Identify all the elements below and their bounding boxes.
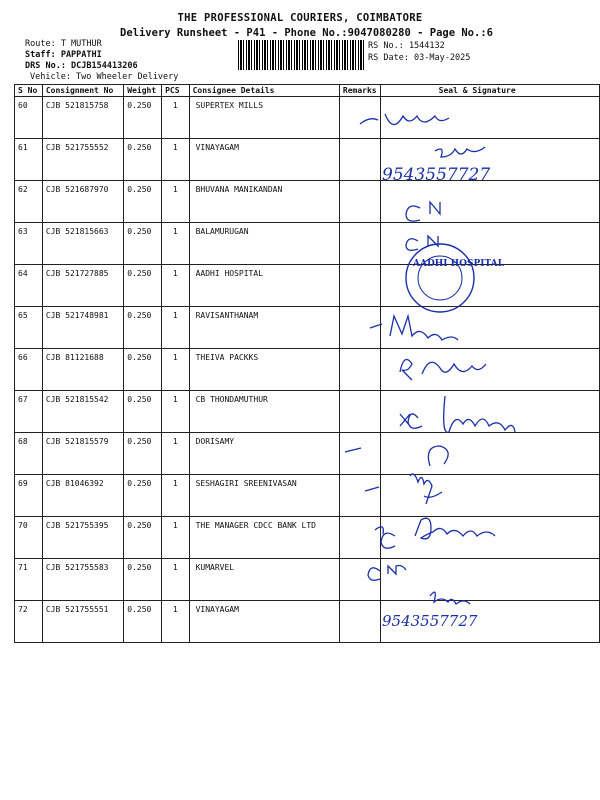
serial-number-cell: 63 — [15, 223, 43, 265]
consignment-number-cell: CJB 521755552 — [42, 139, 123, 181]
table-row — [15, 265, 600, 307]
remarks-cell — [339, 97, 380, 139]
consignment-number-cell: CJB 521687970 — [42, 181, 123, 223]
signature-cell — [380, 139, 599, 181]
weight-cell: 0.250 — [124, 139, 162, 181]
serial-number-cell: 61 — [15, 139, 43, 181]
table-row — [15, 223, 600, 265]
table-row — [15, 97, 600, 139]
serial-number-cell: 68 — [15, 433, 43, 475]
pieces-cell: 1 — [162, 601, 189, 643]
weight-cell: 0.250 — [124, 97, 162, 139]
consignee-cell: BALAMURUGAN — [189, 223, 339, 265]
remarks-cell — [339, 475, 380, 517]
weight-cell: 0.250 — [124, 517, 162, 559]
weight-cell: 0.250 — [124, 265, 162, 307]
weight-cell: 0.250 — [124, 391, 162, 433]
pieces-cell: 1 — [162, 559, 189, 601]
consignment-number-cell: CJB 521815663 — [42, 223, 123, 265]
consignment-number-cell: CJB 81046392 — [42, 475, 123, 517]
runsheet-table — [14, 84, 600, 643]
barcode-image — [238, 40, 366, 70]
serial-number-cell: 60 — [15, 97, 43, 139]
consignee-cell: BHUVANA MANIKANDAN — [189, 181, 339, 223]
table-header-row — [15, 85, 600, 97]
pieces-cell: 1 — [162, 223, 189, 265]
serial-number-cell: 64 — [15, 265, 43, 307]
weight-cell: 0.250 — [124, 475, 162, 517]
consignment-number-cell: CJB 521815758 — [42, 97, 123, 139]
remarks-cell — [339, 181, 380, 223]
table-row — [15, 433, 600, 475]
consignee-cell: CB THONDAMUTHUR — [189, 391, 339, 433]
remarks-cell — [339, 601, 380, 643]
consignee-cell: VINAYAGAM — [189, 139, 339, 181]
weight-cell: 0.250 — [124, 433, 162, 475]
remarks-cell — [339, 391, 380, 433]
consignment-number-cell: CJB 521748981 — [42, 307, 123, 349]
pieces-cell: 1 — [162, 433, 189, 475]
signature-cell — [380, 265, 599, 307]
consignment-number-cell: CJB 521755551 — [42, 601, 123, 643]
remarks-cell — [339, 517, 380, 559]
handwritten-phone: 9543557727 — [382, 165, 491, 185]
consignment-number-cell: CJB 521755395 — [42, 517, 123, 559]
column-header: Consignee Details — [189, 85, 339, 97]
table-row — [15, 307, 600, 349]
pieces-cell: 1 — [162, 181, 189, 223]
pieces-cell: 1 — [162, 517, 189, 559]
column-header: Weight — [124, 85, 162, 97]
table-row — [15, 181, 600, 223]
consignment-number-cell: CJB 521755583 — [42, 559, 123, 601]
vehicle-label: Vehicle: Two Wheeler Delivery — [30, 72, 179, 82]
pieces-cell: 1 — [162, 475, 189, 517]
remarks-cell — [339, 559, 380, 601]
weight-cell: 0.250 — [124, 181, 162, 223]
consignee-cell: DORISAMY — [189, 433, 339, 475]
pieces-cell: 1 — [162, 265, 189, 307]
signature-cell — [380, 391, 599, 433]
route-label: Route: T MUTHUR — [25, 39, 102, 49]
weight-cell: 0.250 — [124, 223, 162, 265]
pieces-cell: 1 — [162, 139, 189, 181]
weight-cell: 0.250 — [124, 349, 162, 391]
weight-cell: 0.250 — [124, 559, 162, 601]
signature-cell — [380, 181, 599, 223]
serial-number-cell: 70 — [15, 517, 43, 559]
consignment-number-cell: CJB 521815579 — [42, 433, 123, 475]
table-row — [15, 475, 600, 517]
rs-no-label: RS No.: 1544132 — [368, 41, 445, 51]
consignment-number-cell: CJB 521815542 — [42, 391, 123, 433]
consignee-cell: VINAYAGAM — [189, 601, 339, 643]
remarks-cell — [339, 307, 380, 349]
signature-cell — [380, 307, 599, 349]
column-header: Consignment No — [42, 85, 123, 97]
signature-cell — [380, 349, 599, 391]
column-header: PCS — [162, 85, 189, 97]
consignee-cell: THEIVA PACKKS — [189, 349, 339, 391]
pieces-cell: 1 — [162, 97, 189, 139]
serial-number-cell: 71 — [15, 559, 43, 601]
signature-cell — [380, 97, 599, 139]
staff-label: Staff: PAPPATHI — [25, 50, 102, 60]
serial-number-cell: 72 — [15, 601, 43, 643]
remarks-cell — [339, 349, 380, 391]
stamp-text: AADHI HOSPITAL — [413, 259, 504, 269]
consignee-cell: KUMARVEL — [189, 559, 339, 601]
runsheet-title: Delivery Runsheet - P41 - Phone No.:9047080280 - Page No.:6 — [120, 27, 493, 39]
pieces-cell: 1 — [162, 391, 189, 433]
pieces-cell: 1 — [162, 307, 189, 349]
signature-cell — [380, 433, 599, 475]
remarks-cell — [339, 139, 380, 181]
remarks-cell — [339, 223, 380, 265]
signature-cell — [380, 475, 599, 517]
serial-number-cell: 67 — [15, 391, 43, 433]
drs-label: DRS No.: DCJB154413206 — [25, 61, 138, 71]
serial-number-cell: 65 — [15, 307, 43, 349]
signature-cell — [380, 559, 599, 601]
column-header: Seal & Signature — [380, 85, 599, 97]
consignee-cell: AADHI HOSPITAL — [189, 265, 339, 307]
column-header: Remarks — [339, 85, 380, 97]
weight-cell: 0.250 — [124, 307, 162, 349]
serial-number-cell: 66 — [15, 349, 43, 391]
consignee-cell: THE MANAGER CDCC BANK LTD — [189, 517, 339, 559]
table-row — [15, 139, 600, 181]
handwritten-phone: 9543557727 — [382, 612, 478, 630]
consignment-number-cell: CJB 521727885 — [42, 265, 123, 307]
consignee-cell: RAVISANTHANAM — [189, 307, 339, 349]
consignment-number-cell: CJB 81121688 — [42, 349, 123, 391]
serial-number-cell: 69 — [15, 475, 43, 517]
table-row — [15, 349, 600, 391]
signature-cell — [380, 517, 599, 559]
remarks-cell — [339, 433, 380, 475]
remarks-cell — [339, 265, 380, 307]
consignee-cell: SUPERTEX MILLS — [189, 97, 339, 139]
company-title: THE PROFESSIONAL COURIERS, COIMBATORE — [177, 12, 423, 24]
rs-date-label: RS Date: 03-May-2025 — [368, 53, 471, 63]
table-row — [15, 517, 600, 559]
table-row — [15, 391, 600, 433]
signature-cell — [380, 601, 599, 643]
serial-number-cell: 62 — [15, 181, 43, 223]
column-header: S No — [15, 85, 43, 97]
signature-cell — [380, 223, 599, 265]
table-row — [15, 559, 600, 601]
consignee-cell: SESHAGIRI SREENIVASAN — [189, 475, 339, 517]
pieces-cell: 1 — [162, 349, 189, 391]
weight-cell: 0.250 — [124, 601, 162, 643]
table-row — [15, 601, 600, 643]
